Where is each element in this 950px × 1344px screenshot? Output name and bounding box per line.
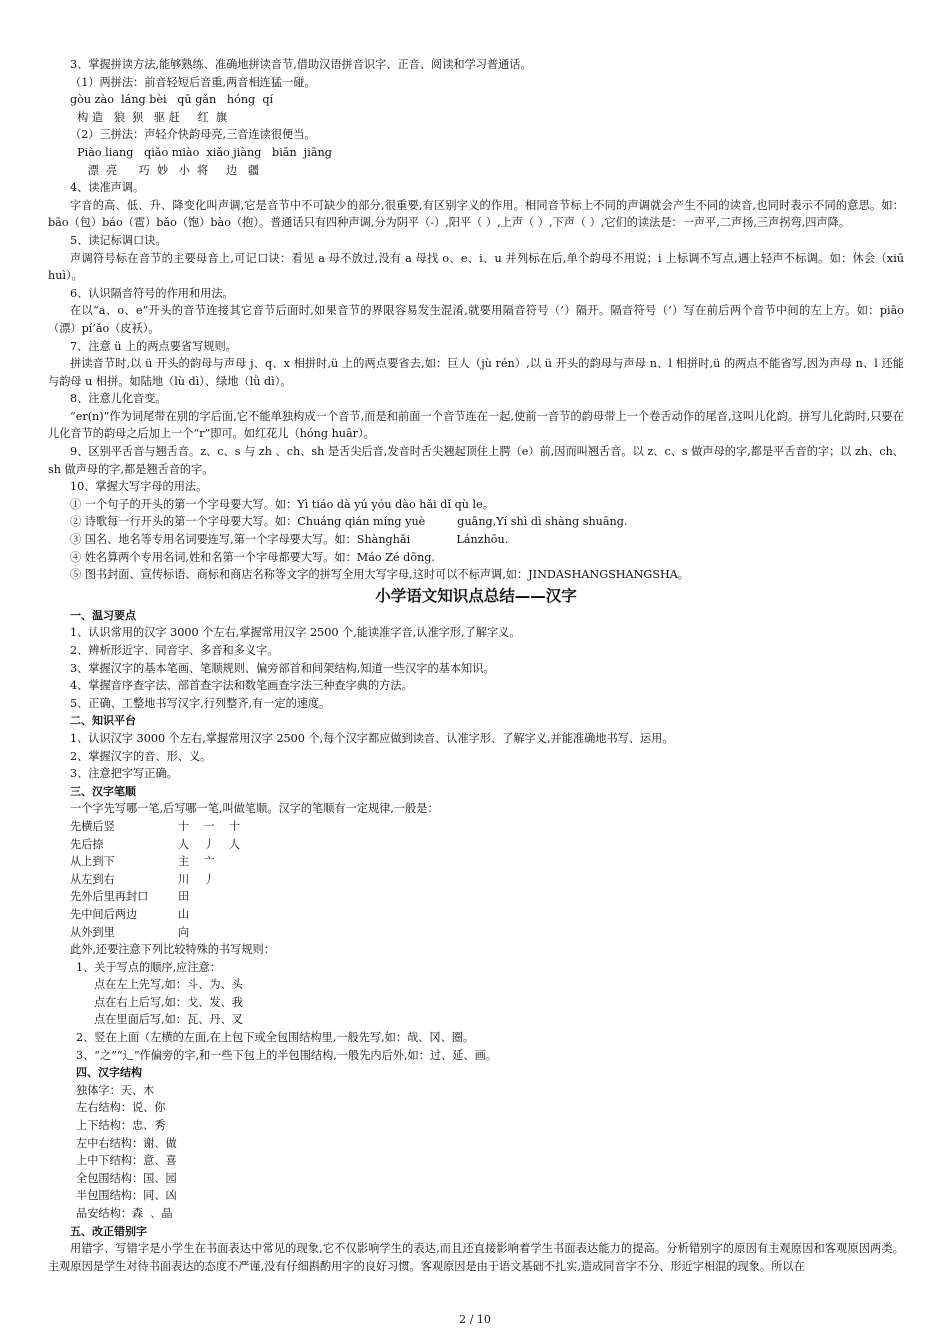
stroke-rule-row <box>48 906 904 924</box>
caps-rule: ③ 国名、地名等专用名词要连写,第一个字母要大写。如：Shànghǎi Lánzhōu. <box>70 533 509 547</box>
list-item: 2、辨析形近字、同音字、多音和多义字。 <box>70 644 279 657</box>
stroke-rule-row <box>48 924 904 942</box>
item-heading: 7、注意 ü 上的两点要省写规则。 <box>70 339 237 353</box>
list-item: 4、掌握音序查字法、部首查字法和数笔画查字法三种查字典的方法。 <box>70 679 413 693</box>
paragraph-mark: 声调符号标在音节的主要母音上,可记口诀：看见 a 母不放过,没有 a 母找 o、e、i、u 并列标在后,单个韵母不用说；i 上标调不写点,遇上轻声不标调。如：休会（xiū huì）。 <box>48 251 904 283</box>
caps-rule: ④ 姓名算两个专用名词,姓和名第一个字母都要大写。如：Máo Zé dōng. <box>70 550 435 564</box>
item-heading: 5、读记标调口诀。 <box>70 233 167 247</box>
pinyin-line: Piào liang qiǎo miào xiǎo jiàng biān jiāng <box>70 145 332 159</box>
hanzi-line: 构 造 狼 狈 驱 赶 红 旗 <box>70 110 228 124</box>
list-item: 全包围结构：国、园 <box>76 1171 177 1185</box>
list-item: 3、掌握汉字的基本笔画、笔顺规则、偏旁部首和间架结构,知道一些汉字的基本知识。 <box>70 661 495 675</box>
pinyin-line: gòu zào láng bèi qū gǎn hóng qí <box>70 93 274 107</box>
stroke-rule-name: 先横后竖 <box>70 819 115 833</box>
list-item: 3、注意把字写正确。 <box>70 767 178 781</box>
stroke-rule-name: 先外后里再封口 <box>70 890 149 904</box>
list-item: 左中右结构：谢、做 <box>76 1136 177 1150</box>
text-line: 3、掌握拼读方法,能够熟练、准确地拼读音节,借助汉语拼音识字、正音、阅读和学习普通话。 <box>70 58 532 71</box>
paragraph-separator: 在以“a、o、e”开头的音节连接其它音节后面时,如果音节的界限容易发生混淆,就要用隔音符号（’）隔开。隔音符号（’）写在前后两个音节中间的左上方。如：piāo（漂）pí’ǎo（皮袄）。 <box>48 304 904 335</box>
list-item: 半包围结构：同、凶 <box>76 1189 177 1203</box>
stroke-rule-name: 从上到下 <box>70 855 115 869</box>
list-item: 上下结构：忠、秀 <box>76 1119 166 1133</box>
paragraph-erhua: “er(n)”作为词尾带在别的字后面,它不能单独构成一个音节,而是和前面一个音节连在一起,使前一音节的韵母带上一个卷舌动作的尾音,这叫儿化韵。拼写儿化韵时,只要在儿化音节的韵母之后加上一个“r”即可。如红花儿（hóng huār）。 <box>48 409 904 441</box>
list-item: 1、认识常用的汉字 3000 个左右,掌握常用汉字 2500 个,能读准字音,认准字形,了解字义。 <box>70 626 521 640</box>
stroke-rule-row <box>48 871 904 889</box>
stroke-rule-example: 十 一 十 <box>178 819 241 833</box>
stroke-rule-example: 主 亠 <box>178 855 215 869</box>
caps-rule: ⑤ 图书封面、宣传标语、商标和商店名称等文字的拼写全用大写字母,这时可以不标声调,如：JINDASHANGSHANGSHA。 <box>70 568 690 582</box>
list-item: 左右结构：说、你 <box>76 1101 166 1115</box>
list-item: 独体字：天、木 <box>76 1083 155 1097</box>
list-item: 品安结构：森 、晶 <box>76 1207 173 1220</box>
text-line: 1、关于写点的顺序,应注意： <box>76 960 221 974</box>
list-item: 2、掌握汉字的音、形、义。 <box>70 749 212 763</box>
paragraph-tone: 字音的高、低、升、降变化叫声调,它是音节中不可缺少的部分,很重要,有区别字义的作用。相同音节标上不同的声调就会产生不同的读音,也同时表示不同的意思。如： bāo（包）báo（雹）bǎo（饱）bào（抱）。普通话只有四种声调,分为阴平（-）,阳平（ ）,上声（ ）,下声（ ）,它们的读法是：一声平,二声扬,三声拐弯,四声降。 <box>48 198 904 230</box>
document-page <box>48 56 904 1275</box>
stroke-rule-example: 山 <box>178 907 190 921</box>
section-heading: 二、知识平台 <box>70 714 136 728</box>
hanzi-line: 漂 亮 巧 妙 小 将 边 疆 <box>70 163 260 177</box>
section-heading: 五、改正错别字 <box>70 1224 147 1238</box>
stroke-rule-example: 人 丿 人 <box>178 837 241 851</box>
section-heading: 一、温习要点 <box>70 608 136 622</box>
list-item: 1、认识汉字 3000 个左右,掌握常用汉字 2500 个,每个汉字都应做到读音、认准字形、了解字义,并能准确地书写、运用。 <box>70 731 674 745</box>
text-line: （1）两拼法：前音轻短后音重,两音相连猛一碰。 <box>70 75 316 89</box>
text-line: 3、“之”“辶”作偏旁的字,和一些下包上的半包围结构,一般先内后外,如：过、延、画。 <box>76 1048 498 1062</box>
text-line: 4、读准声调。 <box>70 181 145 195</box>
section-title: 小学语文知识点总结——汉字 <box>375 586 577 605</box>
list-item: 点在里面后写,如：瓦、丹、叉 <box>94 1013 243 1027</box>
list-item: 上中下结构：意、喜 <box>76 1154 177 1168</box>
stroke-rule-row <box>48 853 904 871</box>
text-line: （2）三拼法：声轻介快韵母亮,三音连读很便当。 <box>70 128 316 142</box>
list-item: 点在右上后写,如：戈、发、我 <box>94 995 243 1009</box>
section-heading: 四、汉字结构 <box>76 1066 142 1080</box>
caps-rule: ① 一个句子的开头的第一个字母要大写。如：Yì tiáo dà yú yóu dào hǎi dǐ qù le。 <box>70 497 494 511</box>
item-heading: 10、掌握大写字母的用法。 <box>70 480 208 494</box>
stroke-rule-name: 先中间后两边 <box>70 907 138 921</box>
paragraph-retroflex: 9、区别平舌音与翘舌音。z、c、s 与 zh 、ch、sh 是舌尖后音,发音时舌尖翘起顶住上腭（e）前,因而叫翘舌音。以 z、c、s 做声母的字,都是平舌音的字；以 zh、ch、sh 做声母的字,都是翘舌音的字。 <box>48 445 904 476</box>
paragraph-umlaut: 拼读音节时,以 ü 开头的韵母与声母 j、q、x 相拼时,ü 上的两点要省去,如：巨人（jù rén）,以 ü 开头的韵母与声母 n、l 相拼时,ü 的两点不能省写,因为声母 n、l 还能与韵母 u 相拼。如陆地（lù dì）、绿地（lǜ dì）。 <box>48 357 904 388</box>
stroke-rule-name: 先后捺 <box>70 837 104 851</box>
list-item: 5、正确、工整地书写汉字,行列整齐,有一定的速度。 <box>70 696 331 710</box>
stroke-rule-name: 从左到右 <box>70 872 115 886</box>
stroke-rule-row <box>48 836 904 854</box>
caps-rule: ② 诗歌每一行开头的第一个字母要大写。如：Chuáng qián míng yuè guāng,Yí shì dì shàng shuāng. <box>70 515 628 529</box>
text-line: 2、竖在上面（左横的左面,在上包下或全包围结构里,一般先写,如：哉、冈、圈。 <box>76 1031 475 1045</box>
stroke-rule-row <box>48 888 904 906</box>
item-heading: 6、认识隔音符号的作用和用法。 <box>70 286 234 300</box>
stroke-rule-example: 向 <box>178 925 190 939</box>
page-number: 2 / 10 <box>459 1313 491 1326</box>
text-line: 一个字先写哪一笔,后写哪一笔,叫做笔顺。汉字的笔顺有一定规律,一般是： <box>70 802 439 816</box>
stroke-rule-row <box>48 818 904 836</box>
text-line: 此外,还要注意下列比较特殊的书写规则： <box>70 943 275 957</box>
section-heading: 三、汉字笔顺 <box>70 784 136 798</box>
paragraph-typos: 用错字、写错字是小学生在书面表达中常见的现象,它不仅影响学生的表达,而且还直接影响着学生书面表达能力的提高。分析错别字的原因有主观原因和客观原因两类。主观原因是学生对待书面表达的态度不严谨,没有仔细斟酌用字的良好习惯。客观原因是由于语文基础不扎实,造成同音字不分、形近字相混的现象。所以在 <box>48 1242 904 1273</box>
stroke-rule-name: 从外到里 <box>70 925 115 939</box>
list-item: 点在左上先写,如：斗、为、头 <box>94 978 243 992</box>
item-heading: 8、注意儿化音变。 <box>70 392 167 406</box>
stroke-rule-example: 川 丿 <box>178 872 215 886</box>
stroke-rule-example: 田 <box>178 890 190 904</box>
